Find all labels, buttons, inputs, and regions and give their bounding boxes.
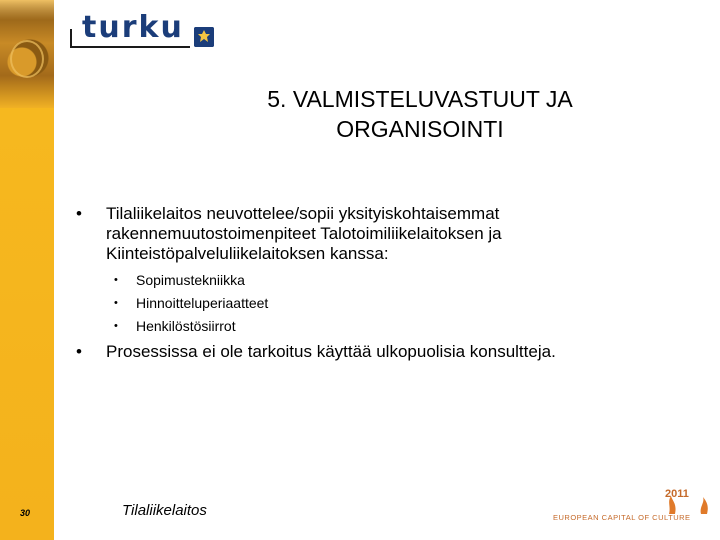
- slide-title: [150, 84, 690, 144]
- crest-icon: [194, 27, 214, 47]
- sub-bullet-text: Hinnoitteluperiaatteet: [136, 295, 269, 311]
- ecoc-text: EUROPEAN CAPITAL OF CULTURE: [553, 513, 691, 522]
- bullet-marker: •: [76, 342, 82, 361]
- bullet-text: Prosessissa ei ole tarkoitus käyttää ulkopuolisia konsultteja.: [106, 342, 556, 361]
- sub-bullet-marker: •: [114, 320, 118, 332]
- title-line-2: ORGANISOINTI: [336, 116, 504, 142]
- sub-bullet-marker: •: [114, 274, 118, 286]
- sub-bullet-marker: •: [114, 297, 118, 309]
- photo-glow: [0, 0, 54, 20]
- bullet-text: Tilaliikelaitos neuvottelee/sopii yksityiskohtaisemmat rakennemuutostoimenpiteet Talotoimiliikelaitoksen ja Kiinteistöpalveluliikelaitoksen kanssa:: [106, 204, 502, 263]
- ecoc-year: 2011: [665, 488, 689, 500]
- photo-ornament: [10, 40, 44, 78]
- sub-bullet-text: Sopimustekniikka: [136, 272, 245, 288]
- logo-text: turku: [82, 10, 184, 45]
- page-number: 30: [20, 508, 31, 518]
- decorative-photo: [0, 0, 54, 108]
- footer-text: Tilaliikelaitos: [122, 502, 207, 519]
- title-line-1: 5. VALMISTELUVASTUUT JA: [267, 86, 573, 112]
- sub-bullet-text: Henkilöstösiirrot: [136, 318, 236, 334]
- bullet-marker: •: [76, 204, 82, 223]
- ecoc-logo: [553, 488, 713, 524]
